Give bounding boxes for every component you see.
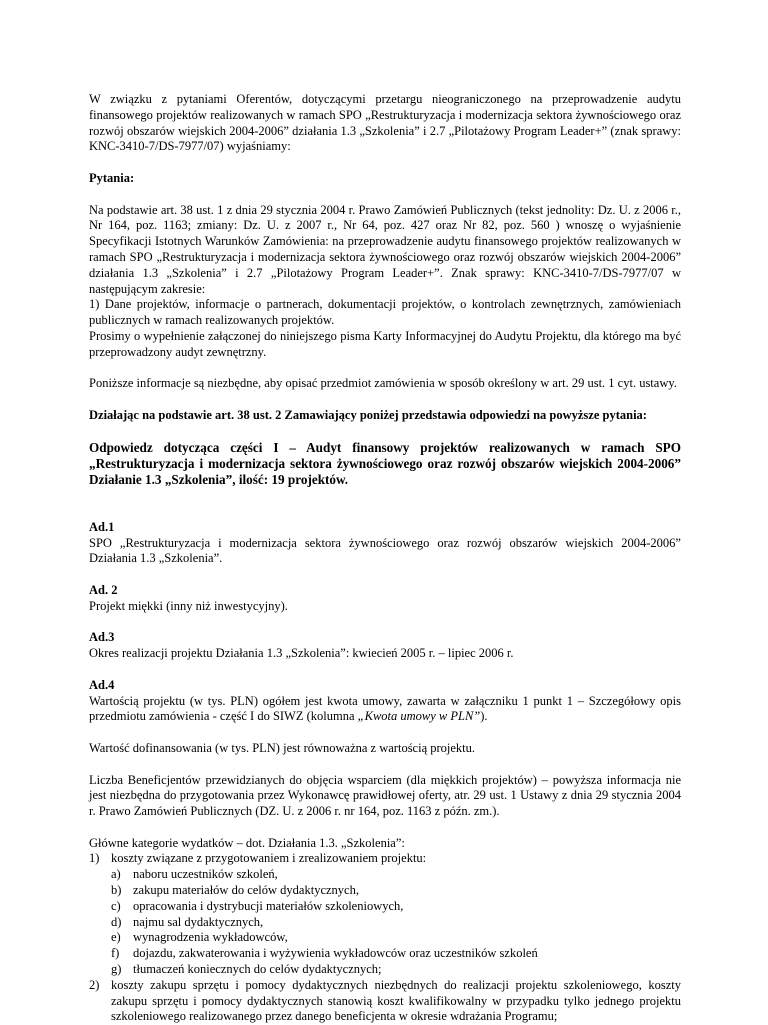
list-item <box>111 962 681 978</box>
subitem-letter: g) <box>111 962 122 977</box>
question-item: 1) Dane projektów, informacje o partnerach, dokumentacji projektów, o kontrolach zewnętrznych, zamówieniach publicznych w ramach realizowanych projektów. <box>89 297 681 328</box>
list-item <box>111 899 681 915</box>
ad4-text <box>89 694 681 726</box>
ad3-label: Ad.3 <box>89 630 115 645</box>
subitem-text: najmu sal dydaktycznych, <box>133 914 264 929</box>
ad4-text-italic: „Kwota umowy w PLN” <box>357 709 481 724</box>
ad2-label: Ad. 2 <box>89 582 118 597</box>
category-item <box>89 978 681 1025</box>
subitem-text: opracowania i dystrybucji materiałów szkoleniowych, <box>133 898 404 913</box>
subitem-letter: f) <box>111 946 120 961</box>
question-paragraph: Na podstawie art. 38 ust. 1 z dnia 29 stycznia 2004 r. Prawo Zamówień Publicznych (tekst jednolity: Dz. U. z 2006 r., Nr 164, poz. 1163; zmiany: Dz. U. z 2007 r., Nr 64, poz. 427 oraz Nr 82, poz. 560 ) wnoszę o wyjaśnienie Specyfikacji Istotnych Warunków Zamówienia: na przeprowadzenie audytu finansowego projektów realizowanych w ramach SPO „Restrukturyzacja i modernizacja sektora żywnościowego oraz rozwój obszarów wiejskich 2004-2006” działania 1.3 „Szkolenia” i 2.7 „Pilotażowy Program Leader+”. Znak sprawy: KNC-3410-7/DS-7977/07 w następującym zakresie: <box>89 202 681 296</box>
beneficiaries-note: Liczba Beneficjentów przewidzianych do objęcia wsparciem (dla miękkich projektów) – powyższa informacja nie jest niezbędna do przygotowania przez Wykonawcę prawidłowej oferty, atr. 29 ust. 1 Ustawy z dnia 29 stycznia 2004 r. Prawo Zamówień Publicznych (DZ. U. z 2006 r. nr 164, poz. 1163 z późn. zm.). <box>89 772 681 819</box>
subitem-text: naboru uczestników szkoleń, <box>133 867 278 882</box>
ad4-text-start: Wartością projektu (w tys. PLN) ogółem jest kwota umowy, zawarta w załączniku 1 punkt 1 – Szczegółowy opis przedmiotu zamówienia - część I do SIWZ (kolumna <box>89 693 681 724</box>
acting-statement: Działając na podstawie art. 38 ust. 2 Zamawiający poniżej przedstawia odpowiedzi na powyższe pytania: <box>89 407 647 422</box>
category-text: koszty związane z przygotowaniem i zrealizowaniem projektu: <box>111 851 427 866</box>
ad3-text: Okres realizacji projektu Działania 1.3 „Szkolenia”: kwiecień 2005 r. – lipiec 2006 r. <box>89 646 514 661</box>
subitems-list <box>111 867 681 978</box>
cofinancing-note: Wartość dofinansowania (w tys. PLN) jest równoważna z wartością projektu. <box>89 740 476 755</box>
category-number: 2) <box>89 977 100 992</box>
category-text: koszty zakupu sprzętu i pomocy dydaktycznych niezbędnych do realizacji projektu szkoleniowego, koszty zakupu sprzętu i pomocy dydaktycznych stanowią koszt kwalifikowalny w przypadku tylko jednego projektu szkoleniowego realizowanego przez danego beneficjenta w okresie wdrażania Programu; <box>111 977 681 1024</box>
subitem-letter: a) <box>111 867 121 882</box>
categories-heading: Główne kategorie wydatków – dot. Działania 1.3. „Szkolenia”: <box>89 835 405 850</box>
info-note: Poniższe informacje są niezbędne, aby opisać przedmiot zamówienia w sposób określony w art. 29 ust. 1 cyt. ustawy. <box>89 376 677 391</box>
answer-heading: Odpowiedz dotycząca części I – Audyt finansowy projektów realizowanych w ramach SPO „Restrukturyzacja i modernizacja sektora żywnościowego oraz rozwój obszarów wiejskich 2004-2006” Działanie 1.3 „Szkolenia”, ilość: 19 projektów. <box>89 439 681 488</box>
ad1-text: SPO „Restrukturyzacja i modernizacja sektora żywnościowego oraz rozwój obszarów wiejskich 2004-2006” Działania 1.3 „Szkolenia”. <box>89 535 681 566</box>
ad2-text: Projekt miękki (inny niż inwestycyjny). <box>89 598 288 613</box>
category-item <box>89 851 681 977</box>
subitem-letter: b) <box>111 883 122 898</box>
list-item <box>111 867 681 883</box>
list-item <box>111 915 681 931</box>
ad1-label: Ad.1 <box>89 519 115 534</box>
subitem-text: zakupu materiałów do celów dydaktycznych, <box>133 883 359 898</box>
subitem-text: dojazdu, zakwaterowania i wyżywienia wykładowców oraz uczestników szkoleń <box>133 946 538 961</box>
document-page <box>89 92 681 1025</box>
ad4-text-end: ). <box>480 709 488 724</box>
question-request: Prosimy o wypełnienie załączonej do niniejszego pisma Karty Informacyjnej do Audytu Projektu, dla którego ma być przeprowadzony audyt zewnętrzny. <box>89 328 681 359</box>
subitem-letter: e) <box>111 930 121 945</box>
categories-list <box>89 851 681 1025</box>
category-number: 1) <box>89 851 100 866</box>
list-item <box>111 883 681 899</box>
list-item <box>111 930 681 946</box>
ad4-label: Ad.4 <box>89 677 115 692</box>
subitem-letter: d) <box>111 914 122 929</box>
subitem-text: tłumaczeń koniecznych do celów dydaktycznych; <box>133 962 382 977</box>
questions-heading: Pytania: <box>89 170 135 185</box>
subitem-letter: c) <box>111 898 121 913</box>
subitem-text: wynagrodzenia wykładowców, <box>133 930 288 945</box>
intro-paragraph: W związku z pytaniami Oferentów, dotyczącymi przetargu nieograniczonego na przeprowadzenie audytu finansowego projektów realizowanych w ramach SPO „Restrukturyzacja i modernizacja sektora żywnościowego oraz rozwój obszarów wiejskich 2004-2006” działania 1.3 „Szkolenia” i 2.7 „Pilotażowy Program Leader+” (znak sprawy: KNC-3410-7/DS-7977/07) wyjaśniamy: <box>89 92 681 154</box>
list-item <box>111 946 681 962</box>
